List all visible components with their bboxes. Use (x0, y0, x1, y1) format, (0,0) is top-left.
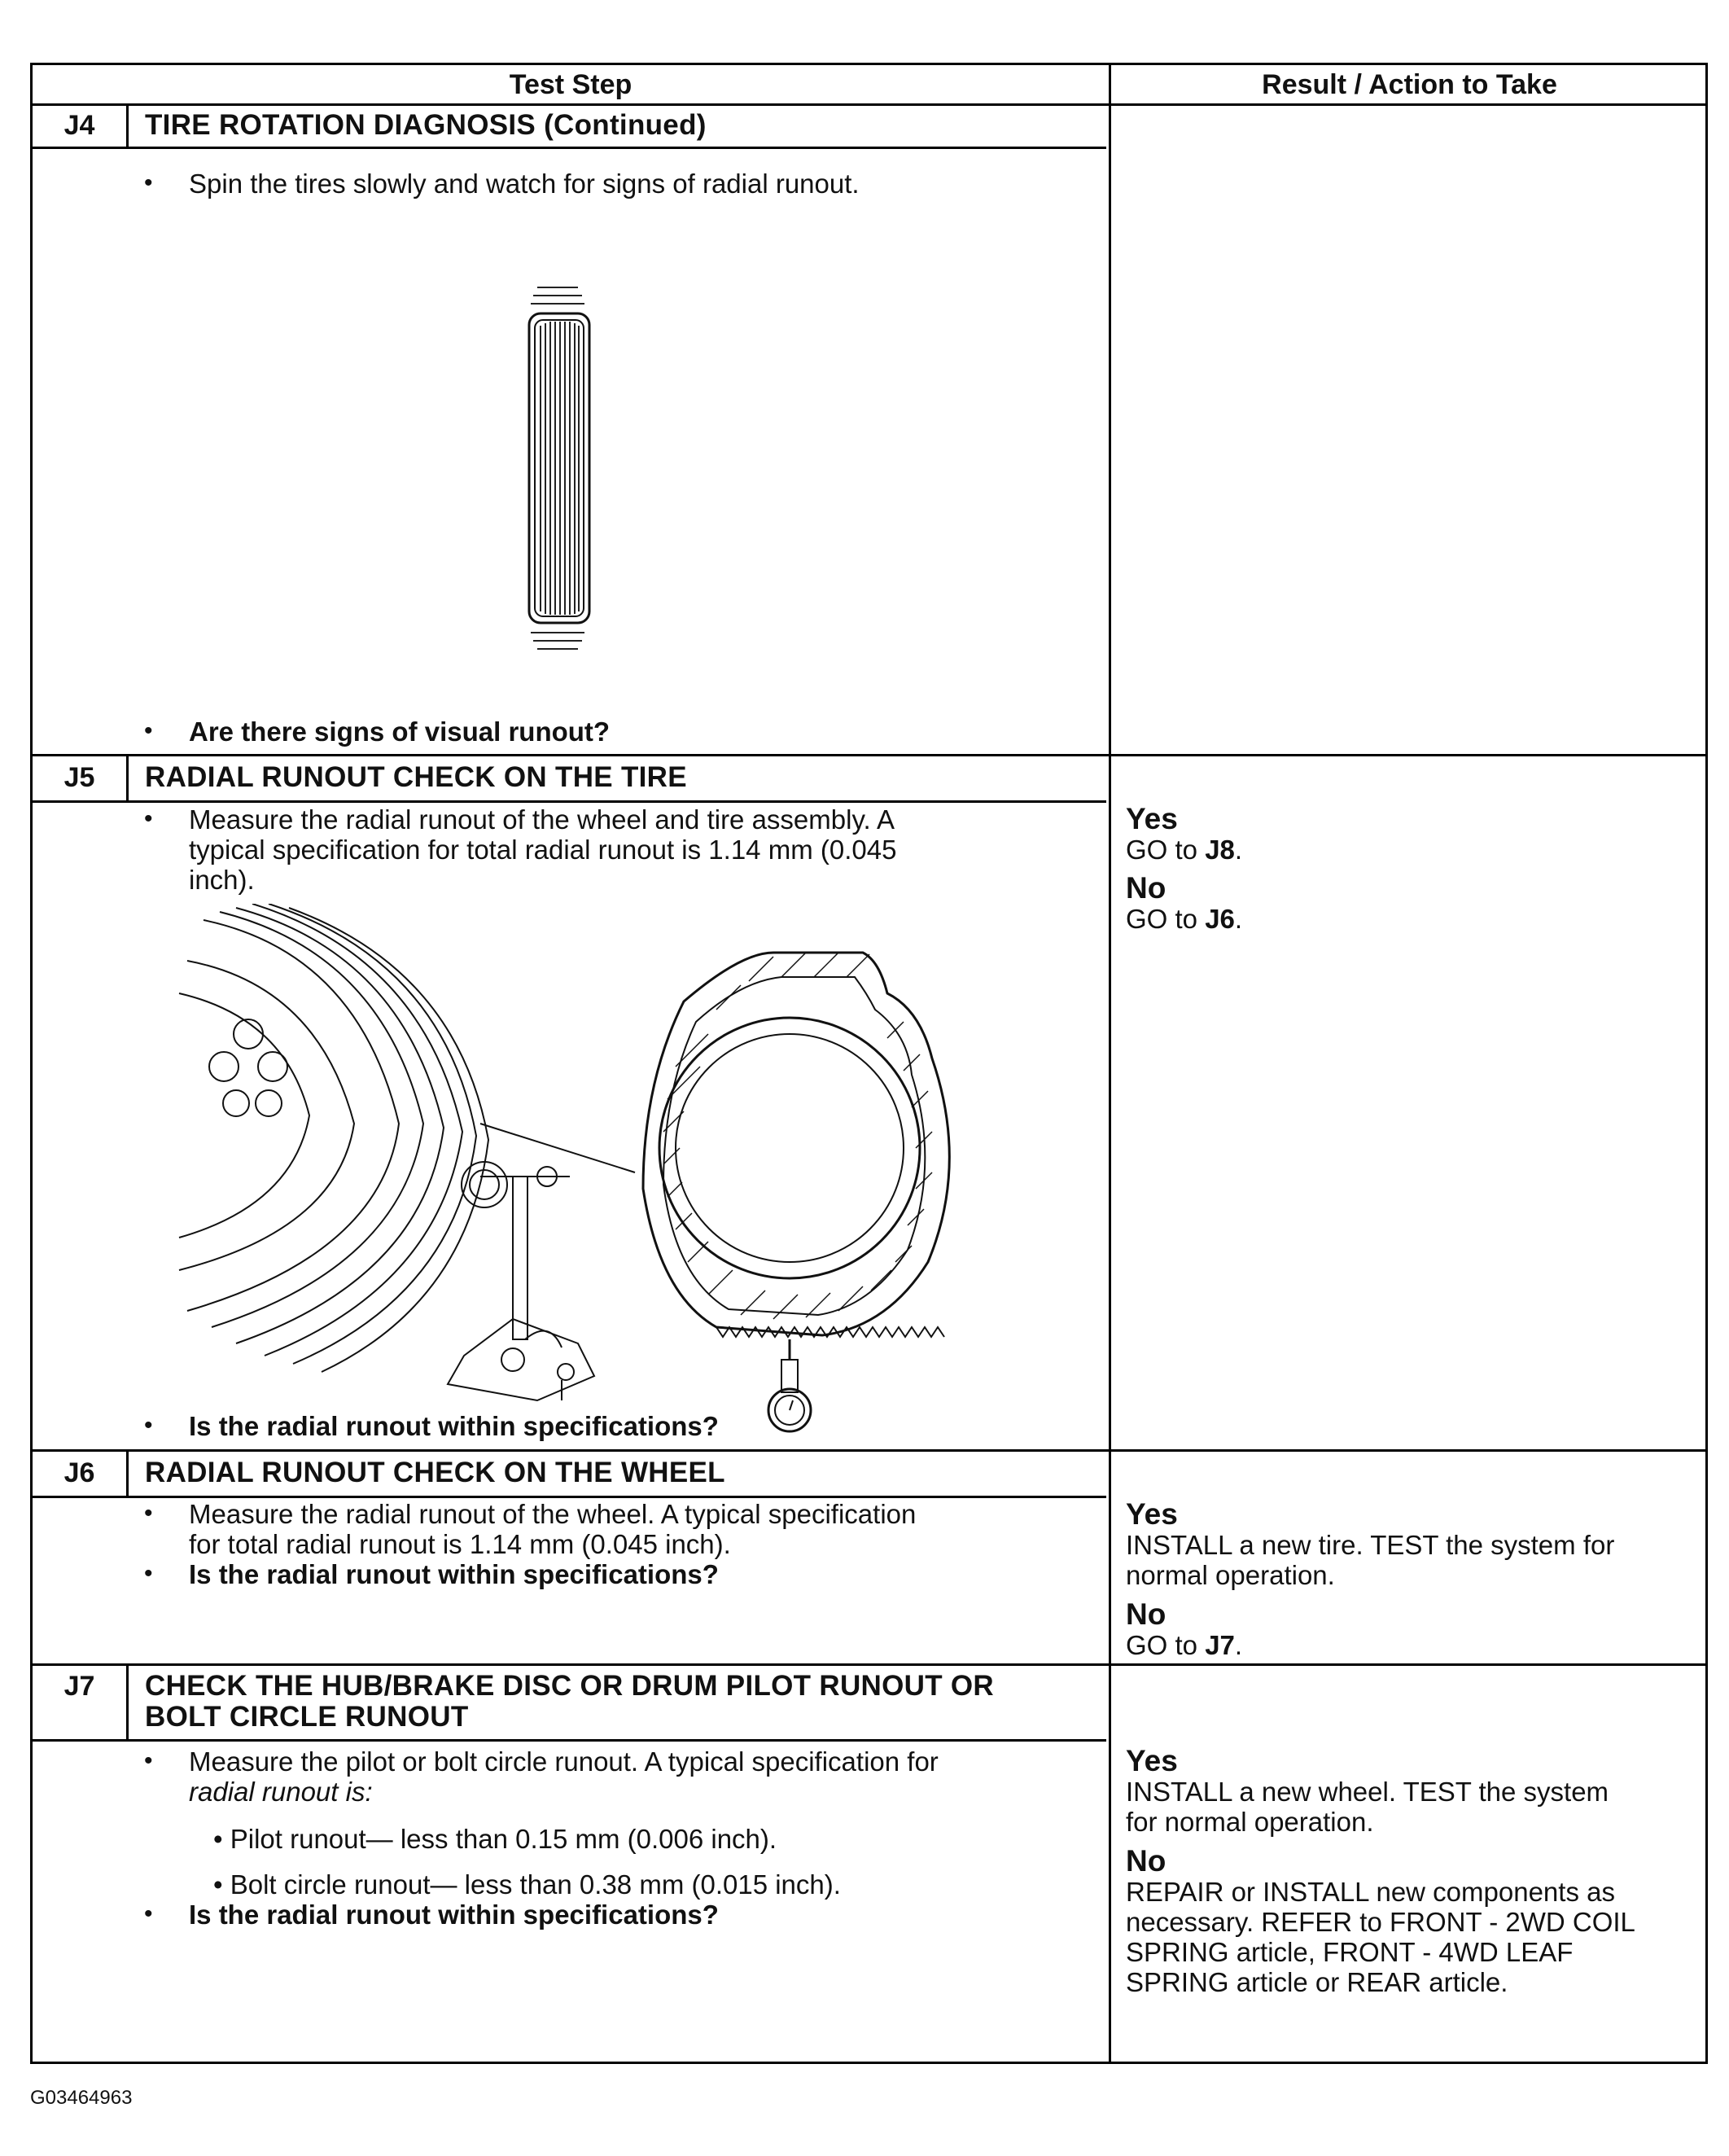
j6-yes-line2: normal operation. (1126, 1560, 1335, 1590)
j4-instruction: Spin the tires slowly and watch for signs of radial runout. (189, 169, 860, 199)
j4-row-divider (33, 754, 1705, 756)
step-id-j6: J6 (63, 1457, 95, 1488)
j6-no-action: GO to J7. (1126, 1630, 1243, 1660)
bullet-j6-1: • (144, 1500, 153, 1527)
step-title-j4: TIRE ROTATION DIAGNOSIS (Continued) (145, 109, 707, 141)
bullet-j7-q: • (144, 1900, 153, 1927)
j7-no-line4: SPRING article or REAR article. (1126, 1967, 1508, 1997)
j5-no-prefix: GO to (1126, 904, 1206, 934)
step-id-j5: J5 (63, 762, 95, 793)
col-header-test-step: Test Step (509, 69, 633, 100)
j5-question: Is the radial runout within specifications? (189, 1411, 719, 1441)
j5-yes-target: J8 (1205, 835, 1235, 865)
j6-yes-label: Yes (1126, 1497, 1178, 1531)
j7-id-divider (126, 1663, 129, 1739)
j5-id-divider (126, 754, 129, 800)
step-title-j7-line1: CHECK THE HUB/BRAKE DISC OR DRUM PILOT RUNOUT OR (145, 1670, 995, 1702)
bullet-j4-q: • (144, 717, 153, 744)
j6-id-divider (126, 1449, 129, 1496)
j7-sub2-text: Bolt circle runout— less than 0.38 mm (0.015 inch). (230, 1869, 841, 1900)
j6-yes-line1: INSTALL a new tire. TEST the system for (1126, 1530, 1615, 1560)
j5-line3: inch). (189, 865, 255, 895)
j6-row-divider (33, 1663, 1705, 1666)
j6-line1: Measure the radial runout of the wheel. A typical specification (189, 1499, 917, 1529)
j6-title-divider (33, 1496, 1106, 1498)
col-header-result: Result / Action to Take (1262, 69, 1557, 100)
bullet-j5-1: • (144, 805, 153, 832)
j7-sub-bullet-2 (213, 1869, 841, 1900)
bullet-j7-1: • (144, 1747, 153, 1774)
j6-no-target: J7 (1205, 1630, 1235, 1660)
j7-title-divider (33, 1739, 1106, 1742)
j5-yes-prefix: GO to (1126, 835, 1206, 865)
j7-yes-label: Yes (1126, 1744, 1178, 1777)
header-divider (33, 103, 1705, 106)
j7-line1: Measure the pilot or bolt circle runout. A typical specification for (189, 1746, 939, 1777)
step-id-j4: J4 (63, 110, 95, 141)
j6-line2: for total radial runout is 1.14 mm (0.045 inch). (189, 1529, 731, 1559)
j7-no-line2: necessary. REFER to FRONT - 2WD COIL (1126, 1907, 1635, 1937)
j4-title-divider (33, 147, 1106, 149)
j7-yes-line2: for normal operation. (1126, 1807, 1374, 1837)
j5-line1: Measure the radial runout of the wheel and tire assembly. A (189, 804, 895, 835)
j5-no-action: GO to J6. (1126, 904, 1243, 934)
j5-yes-action: GO to J8. (1126, 835, 1243, 865)
j7-question: Is the radial runout within specifications? (189, 1900, 719, 1930)
j7-line2-text: radial runout is: (189, 1777, 373, 1807)
j5-yes-label: Yes (1126, 802, 1178, 835)
tire-tread-figure (488, 281, 602, 672)
step-title-j6: RADIAL RUNOUT CHECK ON THE WHEEL (145, 1457, 725, 1488)
sub-bullet-1: • (213, 1824, 223, 1854)
j7-no-label: No (1126, 1844, 1167, 1878)
column-divider (1109, 65, 1111, 2062)
bullet-j6-q: • (144, 1560, 153, 1587)
j6-no-label: No (1126, 1597, 1167, 1631)
j7-yes-line1: INSTALL a new wheel. TEST the system (1126, 1777, 1609, 1807)
diagnostic-table (30, 63, 1708, 2064)
j4-id-divider (126, 103, 129, 147)
wheel-dial-indicator-figure (155, 904, 952, 1433)
j5-title-divider (33, 800, 1106, 803)
j4-question: Are there signs of visual runout? (189, 716, 611, 747)
step-title-j5: RADIAL RUNOUT CHECK ON THE TIRE (145, 761, 687, 793)
j7-sub1-text: Pilot runout— less than 0.15 mm (0.006 inch). (230, 1824, 777, 1854)
step-title-j7-line2: BOLT CIRCLE RUNOUT (145, 1701, 469, 1733)
step-id-j7: J7 (63, 1671, 95, 1702)
j5-no-target: J6 (1205, 904, 1235, 934)
sub-bullet-2: • (213, 1869, 223, 1900)
j7-sub-bullet-1 (213, 1824, 777, 1854)
j5-line2: typical specification for total radial runout is 1.14 mm (0.045 (189, 835, 897, 865)
j6-no-prefix: GO to (1126, 1630, 1206, 1660)
bullet-j5-q: • (144, 1412, 153, 1439)
j7-no-line3: SPRING article, FRONT - 4WD LEAF (1126, 1937, 1574, 1967)
j7-no-line1: REPAIR or INSTALL new components as (1126, 1877, 1615, 1907)
bullet-j4-1: • (144, 169, 153, 196)
j5-row-divider (33, 1449, 1705, 1452)
j7-line2 (189, 1777, 373, 1807)
j5-no-label: No (1126, 871, 1167, 905)
figure-id: G03464963 (30, 2087, 133, 2109)
j6-question: Is the radial runout within specifications? (189, 1559, 719, 1589)
